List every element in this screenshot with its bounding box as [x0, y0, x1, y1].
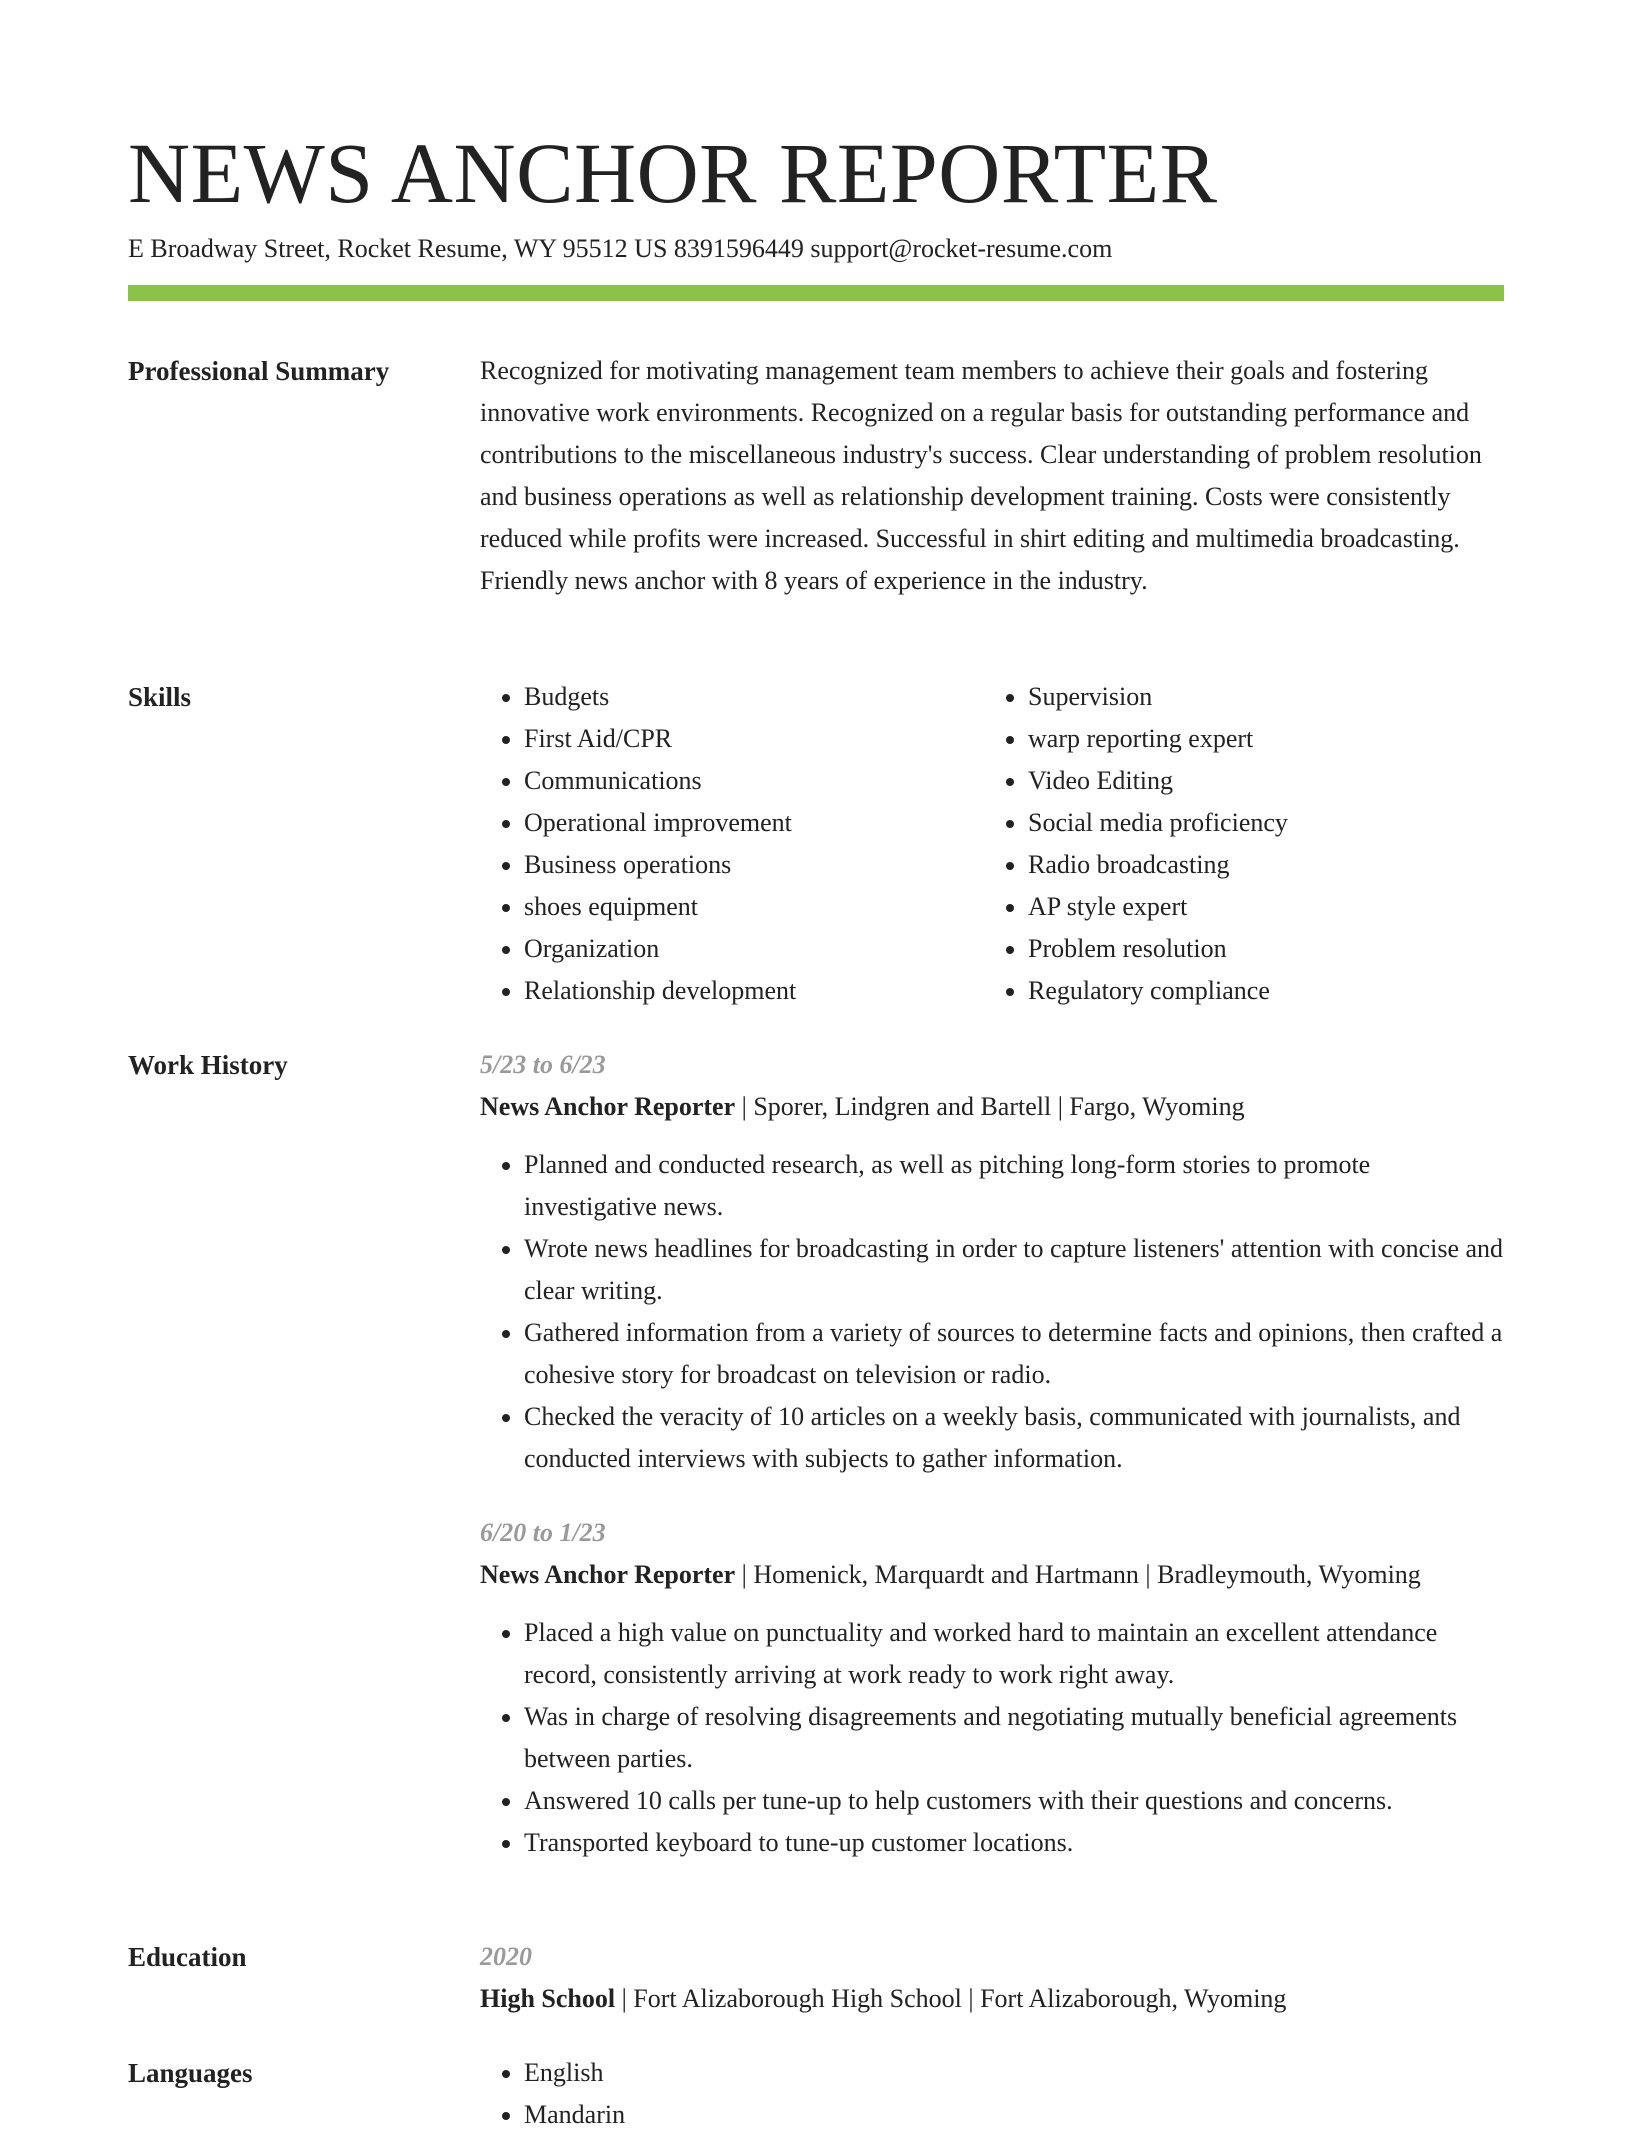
- skill-item: • Relationship development: [524, 970, 984, 1012]
- skill-item: • Communications: [524, 760, 984, 802]
- skills-list-right: [984, 676, 1488, 1012]
- job-role-line: [480, 1086, 1504, 1128]
- skills-heading: Skills: [128, 682, 192, 712]
- languages-list: [480, 2052, 1504, 2136]
- skill-item: • AP style expert: [1028, 886, 1488, 928]
- summary-text: Recognized for motivating management team members to achieve their goals and fostering innovative work environments. Recognized on a regular basis for outstanding performance and contributions to the miscellaneous industry's success. Clear understanding of problem resolution and business operations as well as relationship development training. Costs were consistently reduced while profits were increased. Successful in shirt editing and multimedia broadcasting. Friendly news anchor with 8 years of experience in the industry.: [480, 356, 1482, 595]
- resume-name: NEWS ANCHOR REPORTER: [128, 125, 1218, 221]
- job-bullet: • Planned and conducted research, as well as pitching long-form stories to promote investigative news.: [524, 1144, 1504, 1228]
- language-item: • English: [524, 2052, 1504, 2094]
- education-school: | Fort Alizaborough High School | Fort Alizaborough, Wyoming: [615, 1984, 1287, 2013]
- job-dates: 6/20 to 1/23: [480, 1518, 606, 1547]
- job-bullet: • Answered 10 calls per tune-up to help customers with their questions and concerns.: [524, 1780, 1504, 1822]
- work-history-heading: Work History: [128, 1050, 288, 1080]
- job-bullets: [480, 1612, 1504, 1864]
- language-item: • Mandarin: [524, 2094, 1504, 2136]
- job-title: News Anchor Reporter: [480, 1092, 736, 1121]
- skill-item: • Organization: [524, 928, 984, 970]
- languages-heading: Languages: [128, 2058, 253, 2088]
- job-bullet: • Checked the veracity of 10 articles on a weekly basis, communicated with journalists, and conducted interviews with subjects to gather information.: [524, 1396, 1504, 1480]
- skill-item: • Business operations: [524, 844, 984, 886]
- skill-item: • Video Editing: [1028, 760, 1488, 802]
- skill-item: • Budgets: [524, 676, 984, 718]
- job-entry: [480, 1044, 1504, 1480]
- skill-item: • shoes equipment: [524, 886, 984, 928]
- job-role-line: [480, 1554, 1504, 1596]
- job-bullet: • Transported keyboard to tune-up customer locations.: [524, 1822, 1504, 1864]
- job-bullet: • Was in charge of resolving disagreements and negotiating mutually beneficial agreements between parties.: [524, 1696, 1504, 1780]
- job-bullets: [480, 1144, 1504, 1480]
- job-bullet: • Gathered information from a variety of sources to determine facts and opinions, then crafted a cohesive story for broadcast on television or radio.: [524, 1312, 1504, 1396]
- job-employer: | Homenick, Marquardt and Hartmann | Bradleymouth, Wyoming: [735, 1560, 1421, 1589]
- job-entry: [480, 1512, 1504, 1864]
- accent-divider: [128, 285, 1504, 301]
- job-title: News Anchor Reporter: [480, 1560, 736, 1589]
- job-employer: | Sporer, Lindgren and Bartell | Fargo, Wyoming: [735, 1092, 1245, 1121]
- job-dates: 5/23 to 6/23: [480, 1050, 606, 1079]
- skills-list-left: [480, 676, 984, 1012]
- skill-item: • Radio broadcasting: [1028, 844, 1488, 886]
- skill-item: • Social media proficiency: [1028, 802, 1488, 844]
- job-bullet: • Placed a high value on punctuality and worked hard to maintain an excellent attendance record, consistently arriving at work ready to work right away.: [524, 1612, 1504, 1696]
- education-heading: Education: [128, 1942, 247, 1972]
- skill-item: • Supervision: [1028, 676, 1488, 718]
- summary-heading: Professional Summary: [128, 356, 390, 386]
- skill-item: • Operational improvement: [524, 802, 984, 844]
- contact-info: E Broadway Street, Rocket Resume, WY 95512 US 8391596449 support@rocket-resume.com: [128, 234, 1113, 263]
- education-line: [480, 1978, 1504, 2020]
- skill-item: • Regulatory compliance: [1028, 970, 1488, 1012]
- education-degree: High School: [480, 1984, 616, 2013]
- education-year: 2020: [480, 1942, 532, 1971]
- skill-item: • First Aid/CPR: [524, 718, 984, 760]
- skill-item: • warp reporting expert: [1028, 718, 1488, 760]
- skill-item: • Problem resolution: [1028, 928, 1488, 970]
- job-bullet: • Wrote news headlines for broadcasting in order to capture listeners' attention with concise and clear writing.: [524, 1228, 1504, 1312]
